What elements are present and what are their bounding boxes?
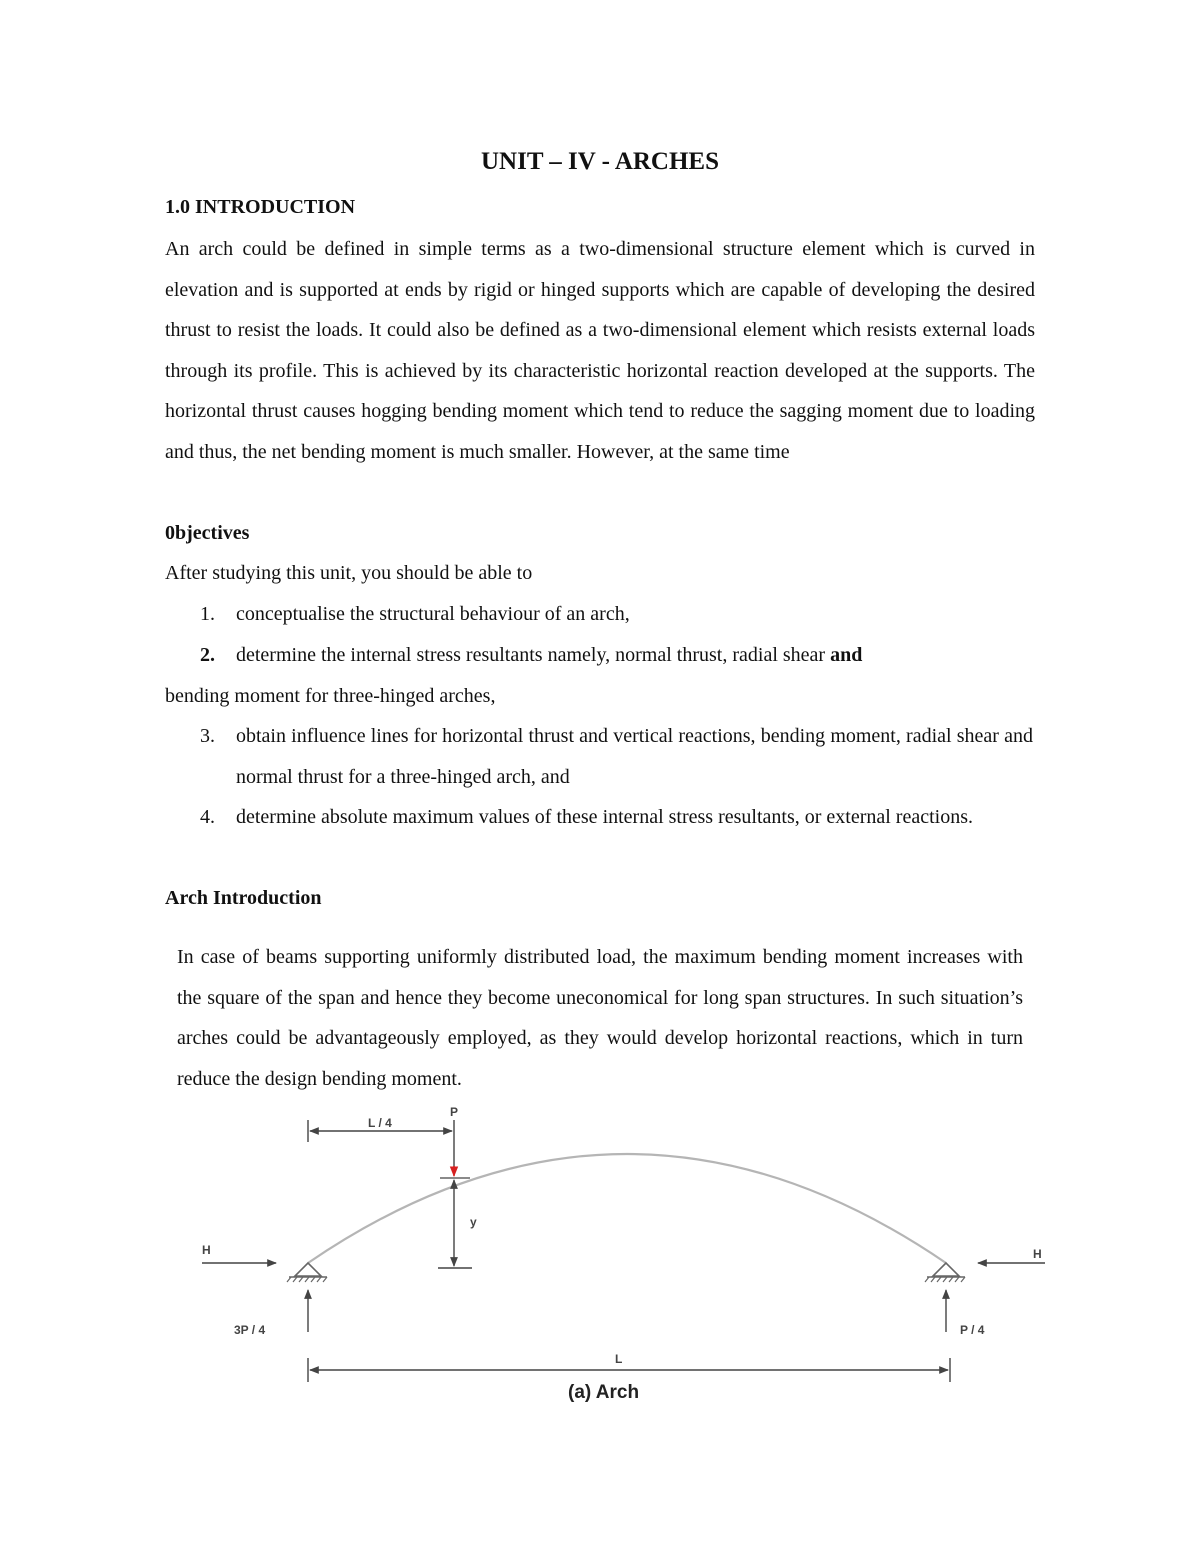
objective-number-4: 4.: [200, 806, 215, 828]
introduction-paragraph: An arch could be defined in simple terms as a two-dimensional structure element which is curved in elevation and is supported at ends by rigid or hinged supports which are capable of developing the desired thrust to resist the loads. It could also be defined as a two-dimensional element which resists external loads through its profile. This is achieved by its characteristic horizontal reaction developed at the supports. The horizontal thrust causes hogging bending moment which tend to reduce the sagging moment due to loading and thus, the net bending moment is much smaller. However, at the same time: [165, 238, 1035, 463]
section-heading-introduction: 1.0 INTRODUCTION: [165, 196, 356, 218]
arch-line: [308, 1154, 946, 1263]
objectives-heading: 0bjectives: [165, 522, 250, 544]
reaction-left-label: 3P / 4: [234, 1323, 266, 1337]
arch-introduction-paragraph: In case of beams supporting uniformly distributed load, the maximum bending moment increases with the square of the span and hence they become uneconomical for long span structures. In such situation’s arches could be advantageously employed, as they would develop horizontal reactions, which in turn reduce the design bending moment.: [177, 946, 1023, 1090]
objective-text-2-continuation: bending moment for three-hinged arches,: [165, 685, 496, 707]
arch-profile: [308, 1155, 947, 1410]
objective-text-2: [236, 644, 862, 667]
objective-text-1: conceptualise the structural behaviour of an arch,: [236, 603, 630, 625]
arch-diagram: [190, 1100, 1050, 1410]
objective-text-3: obtain influence lines for horizontal thrust and vertical reactions, bending moment, radial shear and normal thrust for a three-hinged arch, and: [236, 725, 1033, 788]
rise-label: y: [470, 1215, 477, 1229]
objective-number-3: 3.: [200, 725, 215, 747]
right-pin-support: [925, 1263, 965, 1282]
objective-text-2-main: determine the internal stress resultants namely, normal thrust, radial shear: [236, 644, 826, 666]
arch-introduction-heading: Arch Introduction: [165, 887, 322, 909]
objectives-lead: After studying this unit, you should be able to: [165, 562, 533, 584]
objective-number-1: 1.: [200, 603, 215, 625]
quarter-span-label: L / 4: [368, 1116, 392, 1130]
page-title: UNIT – IV - ARCHES: [480, 148, 720, 175]
objective-number-2: 2.: [200, 644, 215, 666]
thrust-left-label: H: [202, 1243, 211, 1257]
thrust-right-label: H: [1033, 1247, 1042, 1261]
span-label: L: [615, 1352, 623, 1366]
reaction-right-label: P / 4: [960, 1323, 985, 1337]
left-pin-support: [287, 1263, 327, 1282]
objective-text-4: determine absolute maximum values of these internal stress resultants, or external reactions.: [236, 806, 973, 828]
objective-text-2-bold: and: [830, 644, 863, 666]
figure-caption: (a) Arch: [568, 1382, 640, 1403]
load-label: P: [450, 1105, 459, 1119]
